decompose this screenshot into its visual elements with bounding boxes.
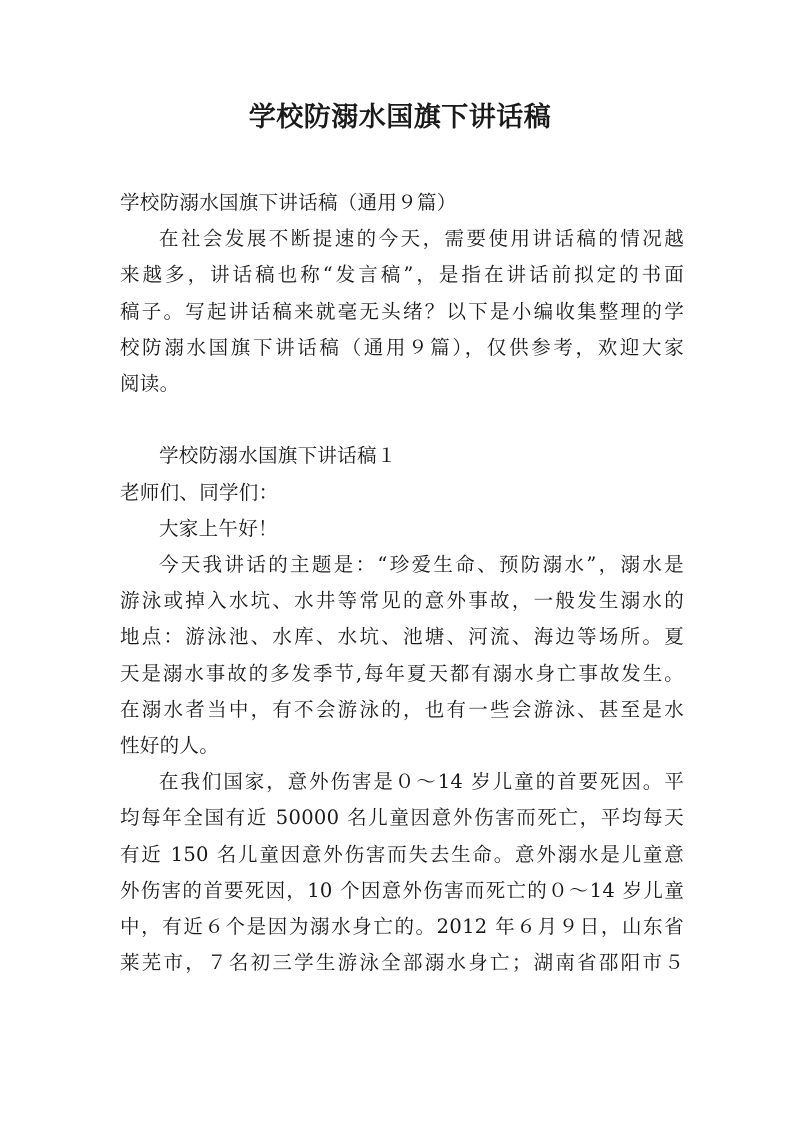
section-heading: 学校防溺水国旗下讲话稿１ [159,444,397,468]
salutation: 老师们、同学们： [120,480,279,504]
paragraph-line: 地点：游泳池、水库、水坑、池塘、河流、海边等场所。夏 [120,625,684,649]
paragraph-line: 有近 150 名儿童因意外伤害而失去生命。意外溺水是儿童意 [120,842,684,866]
paragraph-line: 莱芜市，７名初三学生游泳全部溺水身亡；湖南省邵阳市５ [120,951,684,975]
intro-line: 阅读。 [120,372,180,396]
paragraph-line: 性好的人。 [120,734,220,758]
paragraph-line: 在溺水者当中，有不会游泳的，也有一些会游泳、甚至是水 [120,697,684,721]
intro-line: 来越多，讲话稿也称“发言稿”，是指在讲话前拟定的书面 [120,263,684,287]
intro-line: 在社会发展不断提速的今天，需要使用讲话稿的情况越 [159,227,684,251]
paragraph-line: 中，有近６个是因为溺水身亡的。2012 年６月９日，山东省 [120,915,684,939]
paragraph-line: 今天我讲话的主题是：“珍爱生命、预防溺水”，溺水是 [159,553,684,577]
paragraph-line: 游泳或掉入水坑、水井等常见的意外事故，一般发生溺水的 [120,589,684,613]
paragraph-line: 均每年全国有近 50000 名儿童因意外伤害而死亡，平均每天 [120,806,684,830]
document-subtitle: 学校防溺水国旗下讲话稿（通用９篇） [120,191,457,214]
intro-line: 校防溺水国旗下讲话稿（通用９篇），仅供参考，欢迎大家 [120,335,684,359]
paragraph-line: 在我们国家，意外伤害是０～14 岁儿童的首要死因。平 [159,770,684,794]
greeting: 大家上午好！ [159,516,278,540]
paragraph-line: 外伤害的首要死因，10 个因意外伤害而死亡的０～14 岁儿童 [120,878,684,902]
document-body [120,185,684,981]
paragraph-line: 天是溺水事故的多发季节,每年夏天都有溺水身亡事故发生。 [120,661,684,685]
intro-line: 稿子。写起讲话稿来就毫无头绪？以下是小编收集整理的学 [120,299,684,323]
paragraph-spacer [120,402,684,438]
document-title: 学校防溺水国旗下讲话稿 [248,102,552,133]
